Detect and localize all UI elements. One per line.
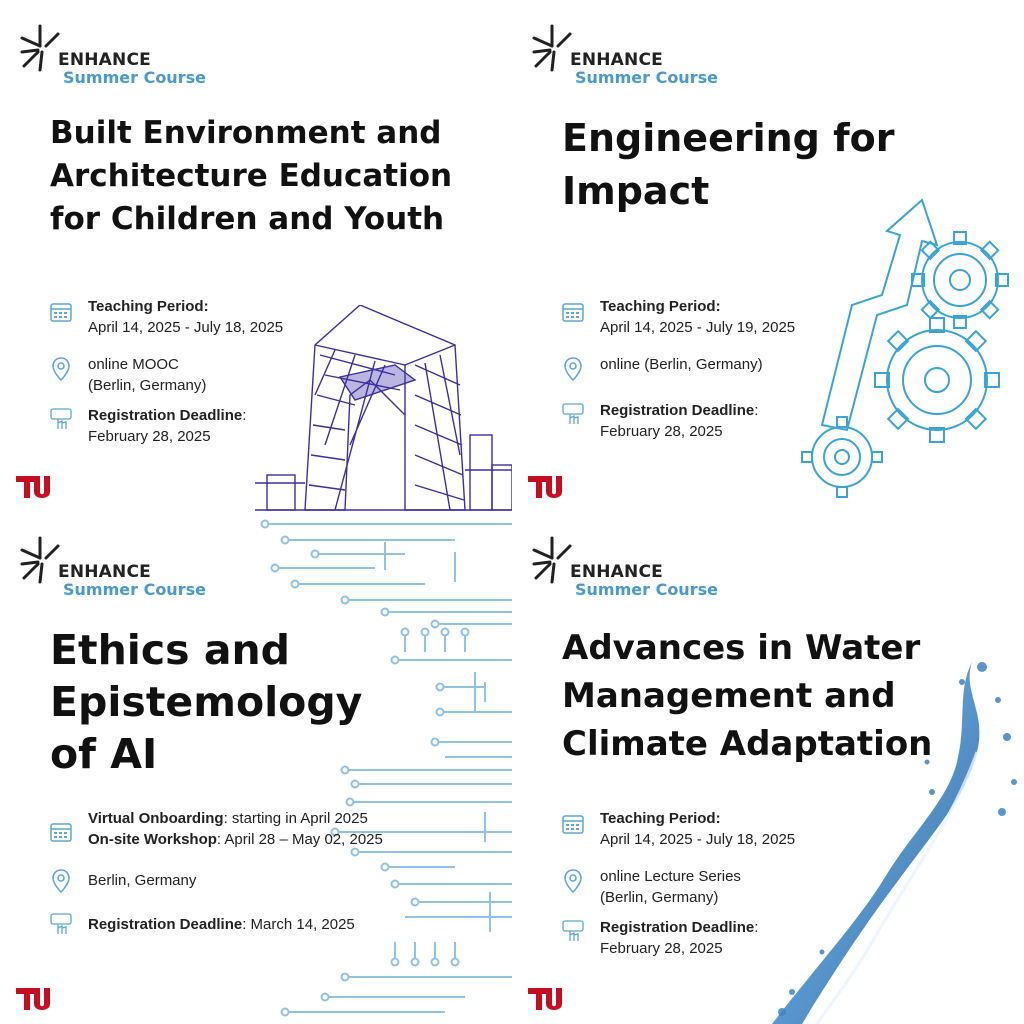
gears-arrow-illustration [792, 195, 1024, 500]
sign-up-icon [50, 912, 72, 938]
enhance-logo [18, 534, 218, 604]
cctv-building-sketch [255, 305, 512, 512]
tu-berlin-logo [16, 986, 56, 1012]
tu-berlin-logo [528, 474, 568, 500]
brand-name: ENHANCE [58, 562, 151, 582]
tu-berlin-logo [16, 474, 56, 500]
location-pin-icon [50, 356, 72, 382]
course-title: Ethics and Epistemology of AI [50, 626, 363, 778]
brand-subtitle: Summer Course [63, 68, 206, 87]
course-card-ethics-ai: ENHANCE Summer Course Ethics and Epistemology of AI Virtual Onboarding: starting in April 2025 On-site Workshop: April 28 – May 02, 2025 Berlin, Germany Registration Deadline: March 14, 2025 [0, 512, 512, 1024]
course-title: Built Environment and Architecture Education for Children and Youth [50, 115, 453, 237]
course-card-engineering-impact: ENHANCE Summer Course Engineering for Impact Teaching Period: April 14, 2025 - July 19, 2025 online (Berlin, Germany) Registration Deadline: February 28, 2025 [512, 0, 1024, 512]
location-pin-icon [562, 356, 584, 382]
calendar-icon [50, 818, 72, 844]
location-pin-icon [50, 868, 72, 894]
brand-subtitle: Summer Course [575, 68, 718, 87]
location-pin-icon [562, 868, 584, 894]
brand-name: ENHANCE [570, 50, 663, 70]
course-title: Engineering for Impact [562, 116, 895, 213]
sign-up-icon [562, 402, 584, 428]
calendar-icon [50, 298, 72, 324]
sign-up-icon [50, 407, 72, 433]
course-card-water-management: ENHANCE Summer Course Advances in Water Management and Climate Adaptation Teaching Period: April 14, 2025 - July 18, 2025 online Lecture Series (Berlin, Germany) Registration Deadline: February 28, 2025 [512, 512, 1024, 1024]
brand-subtitle: Summer Course [575, 580, 718, 599]
course-card-built-environment: ENHANCE Summer Course Built Environment and Architecture Education for Children and Youth Teaching Period: April 14, 2025 - July 18, 2025 online MOOC (Berlin, Germany) Registration Deadline: February 28, 2025 [0, 0, 512, 512]
enhance-logo [18, 22, 218, 92]
brand-name: ENHANCE [570, 562, 663, 582]
tu-berlin-logo [528, 986, 568, 1012]
brand-name: ENHANCE [58, 50, 151, 70]
calendar-icon [562, 298, 584, 324]
enhance-logo [530, 534, 730, 604]
brand-subtitle: Summer Course [63, 580, 206, 599]
course-title: Advances in Water Management and Climate Adaptation [562, 628, 933, 764]
sign-up-icon [562, 919, 584, 945]
enhance-logo [530, 22, 730, 92]
calendar-icon [562, 810, 584, 836]
